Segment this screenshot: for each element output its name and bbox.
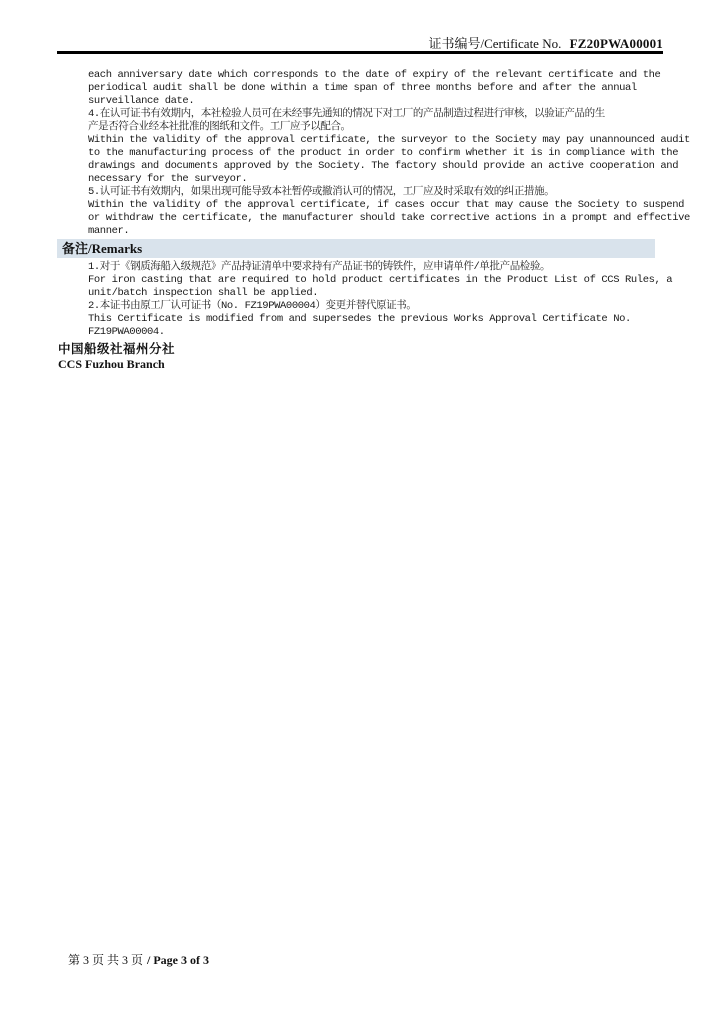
remarks-text xyxy=(88,261,673,339)
text-line: 5.认可证书有效期内，如果出现可能导致本社暂停或撤消认可的情况，工厂应及时采取有效的纠正措施。 xyxy=(88,186,555,198)
remarks-heading: 备注/Remarks xyxy=(62,241,143,256)
page-footer xyxy=(68,951,209,968)
text-line: or withdraw the certificate, the manufacturer should take corrective actions in a prompt and effective xyxy=(88,212,690,224)
text-line: drawings and documents approved by the Society. The factory should provide an active cooperation and xyxy=(88,160,679,172)
certificate-no-value: FZ20PWA00001 xyxy=(569,36,663,51)
certificate-no-label: 证书编号/Certificate No. xyxy=(428,36,562,51)
text-line: This Certificate is modified from and supersedes the previous Works Approval Certificate No. xyxy=(88,313,631,325)
text-line: necessary for the surveyor. xyxy=(88,173,248,185)
issuer-name-en: CCS Fuzhou Branch xyxy=(58,357,165,371)
conditions-text xyxy=(88,69,690,238)
remarks-heading-bar xyxy=(57,239,655,258)
text-line: manner. xyxy=(88,225,130,237)
text-line: 2.本证书由原工厂认可证书（No. FZ19PWA00004）变更并替代原证书。 xyxy=(88,300,417,312)
issuer-name-cn: 中国船级社福州分社 xyxy=(58,342,176,356)
text-line: 4.在认可证书有效期内，本社检验人员可在未经事先通知的情况下对工厂的产品制造过程进行审核，以验证产品的生 xyxy=(88,108,605,120)
text-line: Within the validity of the approval certificate, if cases occur that may cause the Society to suspend xyxy=(88,199,685,211)
text-line: Within the validity of the approval certificate, the surveyor to the Society may pay unannounced audit xyxy=(88,134,690,146)
text-line: surveillance date. xyxy=(88,95,195,107)
text-line: periodical audit shall be done within a time span of three months before and after the annual xyxy=(88,82,637,94)
text-line: each anniversary date which corresponds to the date of expiry of the relevant certificate and the xyxy=(88,69,661,81)
header-rule xyxy=(57,51,663,54)
text-line: unit/batch inspection shall be applied. xyxy=(88,287,319,299)
text-line: 1.对于《钢质海船入级规范》产品持证清单中要求持有产品证书的铸铁件，应申请单件/单批产品检验。 xyxy=(88,261,551,273)
certificate-header xyxy=(428,33,663,52)
issuer-block xyxy=(58,342,175,371)
text-line: For iron casting that are required to hold product certificates in the Product List of CCS Rules, a xyxy=(88,274,673,286)
text-line: FZ19PWA00004. xyxy=(88,326,165,338)
page-number-cn: 第 3 页 共 3 页 xyxy=(68,953,144,967)
text-line: 产是否符合业经本社批准的图纸和文件。工厂应予以配合。 xyxy=(88,121,351,133)
text-line: to the manufacturing process of the product in order to confirm whether it is in compliance with the xyxy=(88,147,679,159)
page-number-en: / Page 3 of 3 xyxy=(147,953,210,967)
